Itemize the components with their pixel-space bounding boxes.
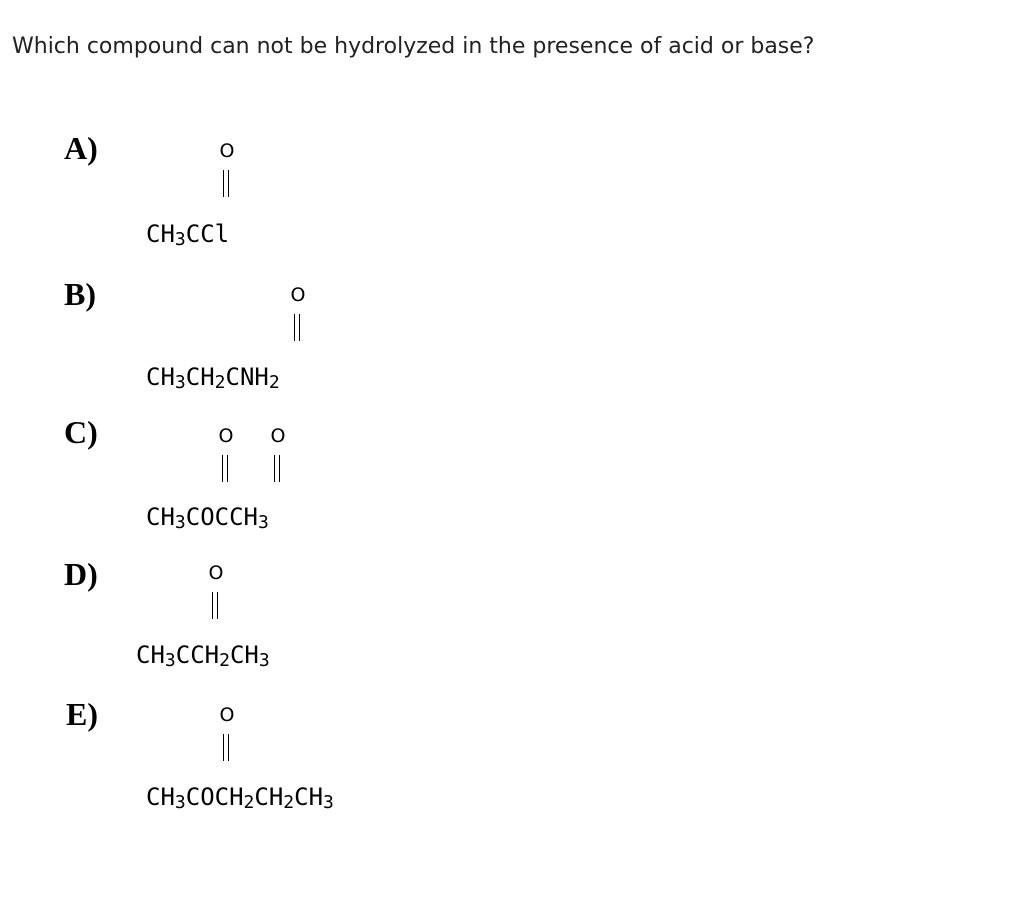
formula-text: CH (136, 641, 165, 669)
formula-subscript: 2 (243, 792, 255, 813)
formula-text: CH (146, 503, 175, 531)
option-c-double-bond-2 (274, 455, 280, 482)
formula-text: COCCH (185, 503, 258, 531)
formula-subscript: 3 (164, 650, 176, 671)
option-a-carbonyl-oxygen: O (219, 140, 235, 162)
formula-subscript: 2 (283, 792, 295, 813)
formula-text: CH (229, 641, 259, 669)
option-e-double-bond (223, 734, 229, 761)
option-d-formula (136, 641, 270, 671)
formula-subscript: 3 (258, 650, 270, 671)
formula-text: CH (146, 783, 175, 811)
option-b-double-bond (294, 314, 300, 341)
formula-subscript: 3 (174, 512, 186, 533)
option-c-double-bond-1 (222, 455, 228, 482)
formula-subscript: 3 (323, 792, 334, 813)
option-b-carbonyl-oxygen: O (290, 284, 306, 306)
option-d-label: D) (64, 556, 98, 592)
option-c-carbonyl-oxygen-2: O (270, 425, 286, 447)
option-d-double-bond (212, 592, 218, 619)
option-d-carbonyl-oxygen: O (208, 562, 224, 584)
option-c-carbonyl-oxygen-1: O (218, 425, 234, 447)
question-text: Which compound can not be hydrolyzed in the presence of acid or base? (12, 34, 815, 59)
option-e-formula (146, 783, 334, 813)
option-a-double-bond (223, 170, 229, 197)
formula-text: CCH (175, 641, 220, 669)
option-e-label: E) (66, 696, 98, 732)
option-a-formula (146, 220, 230, 250)
formula-text: COCH (185, 783, 244, 811)
formula-subscript: 2 (214, 372, 226, 393)
formula-subscript: 2 (268, 372, 280, 393)
formula-text: CCl (185, 220, 230, 248)
formula-subscript: 3 (258, 512, 269, 533)
option-c-label: C) (64, 414, 98, 450)
formula-text: CH (294, 783, 324, 811)
formula-text: CNH (225, 363, 269, 391)
option-e-carbonyl-oxygen: O (219, 704, 235, 726)
formula-subscript: 3 (174, 229, 186, 250)
option-b-label: B) (64, 276, 96, 312)
formula-text: CH (146, 363, 175, 391)
option-a-label: A) (64, 130, 98, 166)
formula-subscript: 2 (219, 650, 230, 671)
formula-text: CH (254, 783, 284, 811)
option-b-formula (146, 363, 280, 393)
formula-subscript: 3 (174, 372, 186, 393)
formula-text: CH (146, 220, 175, 248)
option-c-formula (146, 503, 269, 533)
formula-text: CH (185, 363, 215, 391)
formula-subscript: 3 (174, 792, 186, 813)
